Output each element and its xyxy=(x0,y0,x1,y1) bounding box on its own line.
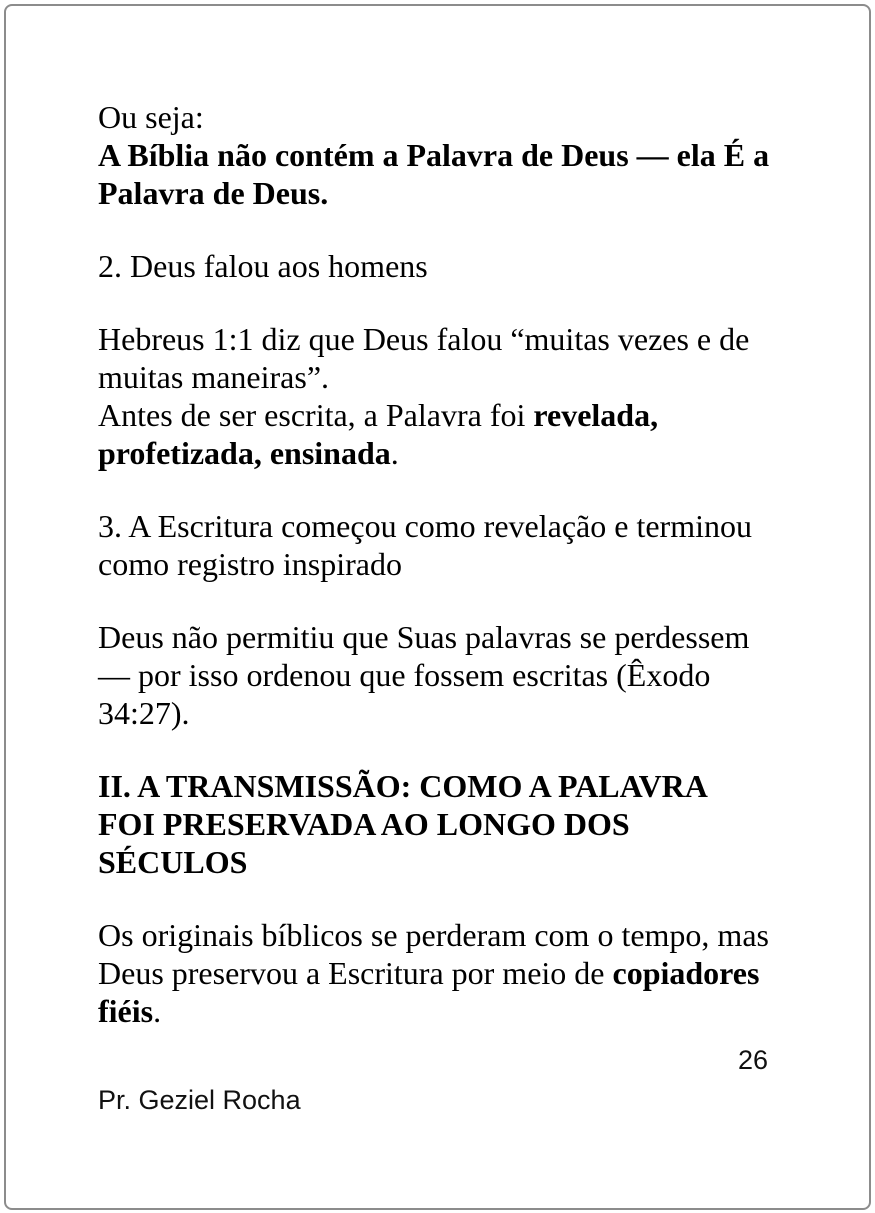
page-number: 26 xyxy=(737,1045,768,1075)
heading-line: II. A TRANSMISSÃO: COMO A PALAVRA xyxy=(98,768,708,804)
text-run: copiadores xyxy=(612,955,760,991)
text-run: Os originais bíblicos se perderam com o tempo, mas xyxy=(98,917,769,953)
page-content xyxy=(98,0,790,1118)
paragraph-intro xyxy=(98,98,790,212)
paragraph-point-3 xyxy=(98,507,790,583)
text-run: fiéis xyxy=(98,993,154,1029)
text-run: revelada, xyxy=(533,397,659,433)
text-run: . xyxy=(153,993,162,1029)
author-footer: Pr. Geziel Rocha xyxy=(98,1085,301,1115)
text-run: Antes de ser escrita, a Palavra foi xyxy=(98,397,534,433)
section-heading xyxy=(98,767,790,881)
text-run: 34:27). xyxy=(98,695,190,731)
paragraph-originais xyxy=(98,916,790,1030)
text-run: Ou seja: xyxy=(98,99,204,135)
text-run xyxy=(262,435,270,471)
text-run: ensinada xyxy=(269,435,391,471)
text-run: — por isso ordenou que fossem escritas (Êxodo xyxy=(98,657,711,693)
text-run: 2. Deus falou aos homens xyxy=(98,248,428,284)
heading-line: SÉCULOS xyxy=(98,844,248,880)
heading-line: FOI PRESERVADA AO LONGO DOS xyxy=(98,806,630,842)
text-run: muitas maneiras”. xyxy=(98,359,330,395)
paragraph-point-2 xyxy=(98,247,790,285)
text-run: 3. A Escritura começou como revelação e terminou xyxy=(98,508,752,544)
paragraph-exodo xyxy=(98,618,790,732)
text-run: A Bíblia não contém a Palavra de Deus — ela É a xyxy=(98,137,770,173)
paragraph-hebreus xyxy=(98,320,790,472)
text-run: Palavra de Deus. xyxy=(98,175,329,211)
text-run: profetizada, xyxy=(98,435,262,471)
text-run: Deus não permitiu que Suas palavras se perdessem xyxy=(98,619,750,655)
text-run: Deus preservou a Escritura por meio de xyxy=(98,955,613,991)
text-run: como registro inspirado xyxy=(98,546,402,582)
text-run: Hebreus 1:1 diz que Deus falou “muitas vezes e de xyxy=(98,321,750,357)
text-run: . xyxy=(390,435,399,471)
